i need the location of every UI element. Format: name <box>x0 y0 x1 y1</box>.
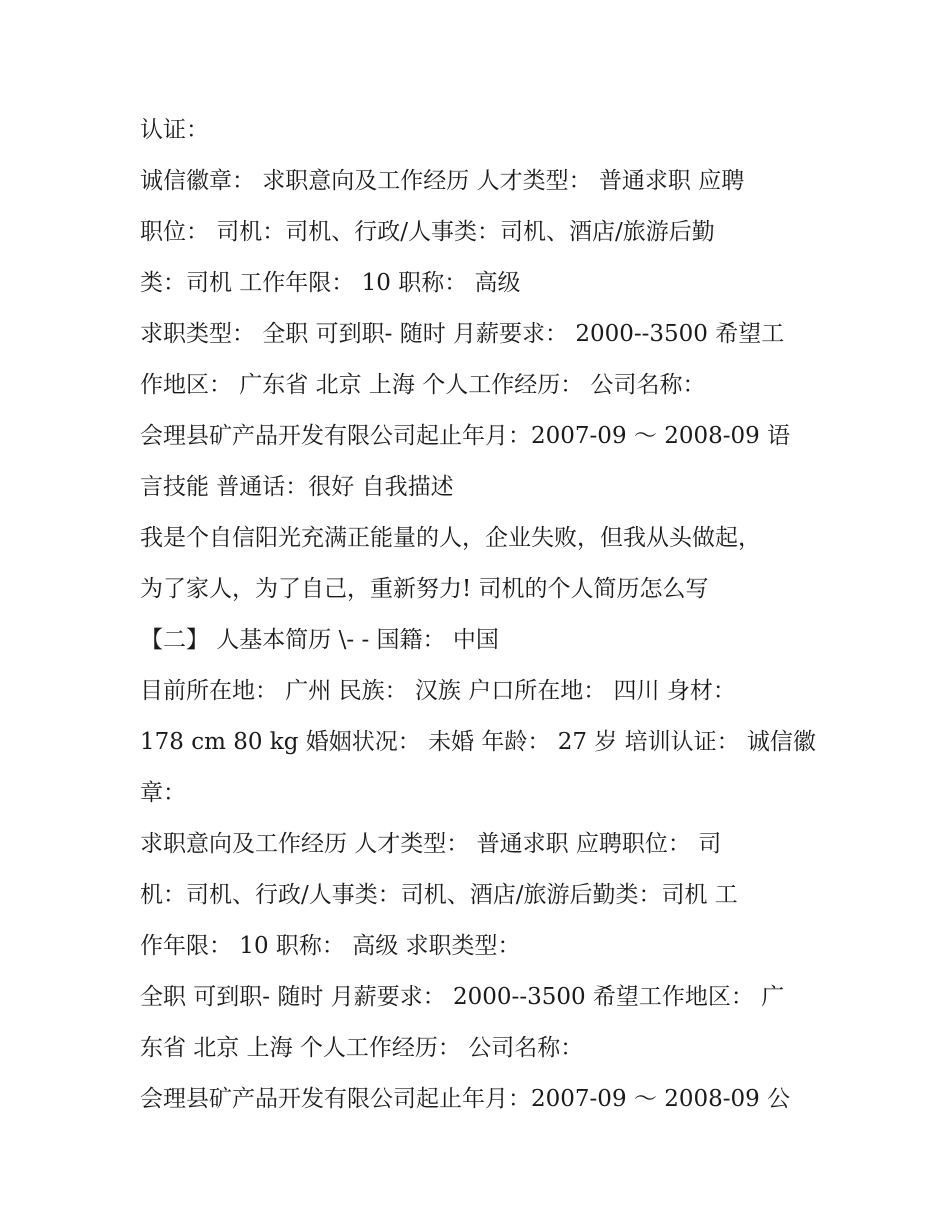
text-line: 东省 北京 上海 个人工作经历： 公司名称： <box>140 1035 584 1061</box>
text-line: 诚信徽章： 求职意向及工作经历 人才类型： 普通求职 应聘 <box>140 168 745 194</box>
text-line: 178 cm 80 kg 婚姻状况： 未婚 年龄： 27 岁 培训认证： 诚信徽 <box>140 729 816 755</box>
text-line: 机：司机、行政/人事类：司机、酒店/旅游后勤类：司机 工 <box>140 882 738 908</box>
text-line: 我是个自信阳光充满正能量的人，企业失败，但我从头做起， <box>140 525 761 551</box>
text-line: 求职意向及工作经历 人才类型： 普通求职 应聘职位： 司 <box>140 831 722 857</box>
body-text <box>140 105 820 1125</box>
text-line: 为了家人，为了自己，重新努力! 司机的个人简历怎么写 <box>140 576 709 602</box>
text-line: 作地区： 广东省 北京 上海 个人工作经历： 公司名称： <box>140 372 706 398</box>
text-line: 全职 可到职- 随时 月薪要求： 2000--3500 希望工作地区： 广 <box>140 984 785 1010</box>
text-line: 求职类型： 全职 可到职- 随时 月薪要求： 2000--3500 希望工 <box>140 321 785 347</box>
text-line: 类：司机 工作年限： 10 职称： 高级 <box>140 270 521 296</box>
text-line: 会理县矿产品开发有限公司起止年月：2007-09 ～ 2008-09 公 <box>140 1086 791 1112</box>
text-line: 作年限： 10 职称： 高级 求职类型： <box>140 933 521 959</box>
text-line: 言技能 普通话：很好 自我描述 <box>140 474 454 500</box>
text-line: 会理县矿产品开发有限公司起止年月：2007-09 ～ 2008-09 语 <box>140 423 791 449</box>
text-line: 职位： 司机：司机、行政/人事类：司机、酒店/旅游后勤 <box>140 219 715 245</box>
text-line: 认证： <box>140 117 209 143</box>
section-heading: 【二】 人基本简历 \- - 国籍： 中国 <box>140 627 499 653</box>
text-line: 目前所在地： 广州 民族： 汉族 户口所在地： 四川 身材： <box>140 678 736 704</box>
text-line: 章： <box>140 780 186 806</box>
